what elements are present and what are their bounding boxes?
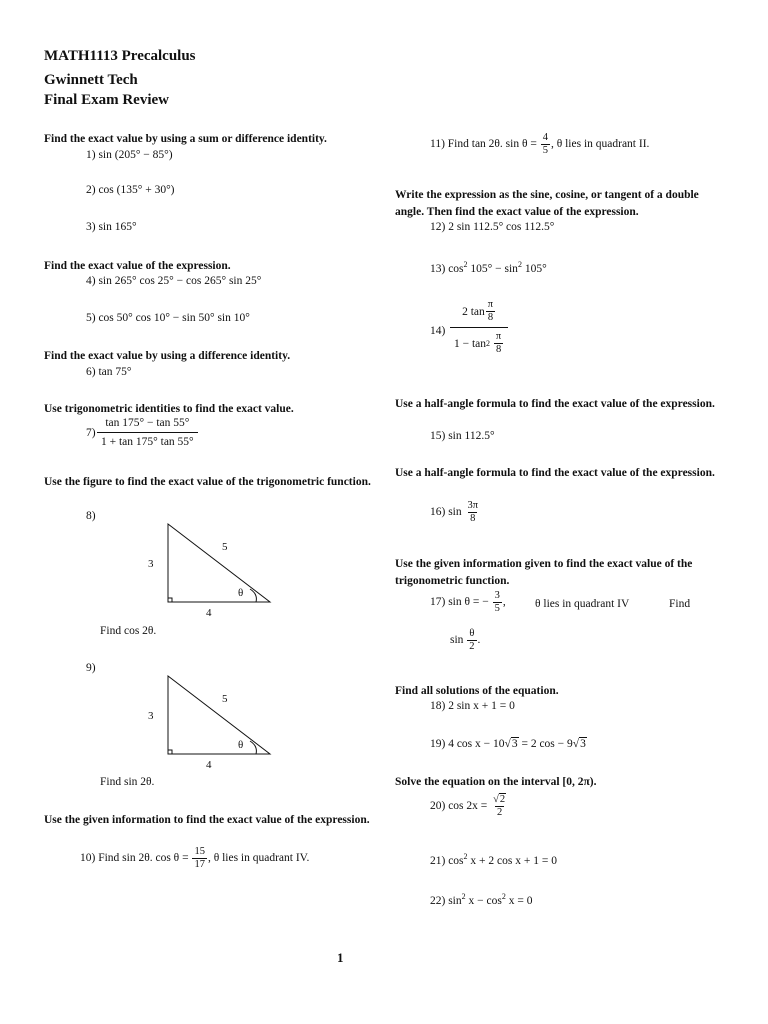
question-14-number: 14) xyxy=(430,325,446,337)
question-8-number: 8) xyxy=(86,510,96,522)
question-10-fraction xyxy=(192,846,207,871)
page-number: 1 xyxy=(337,950,344,965)
question-17-find: Find xyxy=(669,598,691,610)
instruction-given-info-2: Use the given information given to find the exact value of the trigonometric function. xyxy=(395,558,693,587)
question-9-number: 9) xyxy=(86,662,96,674)
question-17: 17) sin θ = − $\frac{3}{5}$ , xyxy=(430,590,506,614)
instruction-sum-difference: Find the exact value by using a sum or difference identity. xyxy=(44,133,327,145)
triangle-q8-angle-label: θ xyxy=(238,587,244,599)
triangle-q8-base-label: 4 xyxy=(206,607,212,619)
question-10-denominator: 17 xyxy=(194,859,205,870)
instruction-figure: Use the figure to find the exact value of the trigonometric function. xyxy=(44,476,371,488)
question-19: 19) 4 cos x − 10√3 = 2 cos − 9√3 xyxy=(430,738,586,750)
question-7-fraction xyxy=(97,417,198,448)
question-14-fraction xyxy=(450,299,508,356)
question-4: 4) sin 265° cos 25° − cos 265° sin 25° xyxy=(86,275,262,287)
question-11-fraction xyxy=(541,132,550,157)
question-16-fraction: $\frac{3\pi}{8}$ xyxy=(467,500,479,524)
page-title: Final Exam Review xyxy=(44,92,169,108)
question-7-number: 7) xyxy=(86,427,96,439)
question-18: 18) 2 sin x + 1 = 0 xyxy=(430,700,515,712)
question-14-denominator: 1 − tan 2 $\frac{\pi}{8}$ xyxy=(450,327,508,356)
instruction-double-angle: Write the expression as the sine, cosine, or tangent of a double angle. Then find the exact value of the expression. xyxy=(395,189,699,218)
triangle-q9-vertical-label: 3 xyxy=(148,710,154,722)
question-8-prompt: Find cos 2θ. xyxy=(100,625,157,637)
triangle-figure-q8 xyxy=(160,520,280,610)
triangle-q9-angle-label: θ xyxy=(238,739,244,751)
triangle-q9-base-label: 4 xyxy=(206,759,212,771)
question-5: 5) cos 50° cos 10° − sin 50° sin 10° xyxy=(86,312,250,324)
question-3: 3) sin 165° xyxy=(86,221,137,233)
triangle-q9-hypotenuse-label: 5 xyxy=(222,693,228,705)
instruction-given-info: Use the given information to find the exact value of the expression. xyxy=(44,814,370,826)
instruction-exact-expression: Find the exact value of the expression. xyxy=(44,260,231,272)
question-9-prompt: Find sin 2θ. xyxy=(100,776,155,788)
course-title: MATH1113 Precalculus xyxy=(44,48,196,64)
question-11-denominator: 5 xyxy=(542,145,548,156)
question-20-fraction: $\frac{√2}{2}$ xyxy=(493,794,506,818)
question-10-numerator: 15 xyxy=(194,846,205,857)
question-10 xyxy=(80,846,309,871)
question-17-fraction: $\frac{3}{5}$ xyxy=(494,590,500,614)
question-10-prefix: 10) Find sin 2θ. cos θ = xyxy=(80,852,192,865)
question-14-numerator: 2 tan $\frac{\pi}{8}$ xyxy=(462,299,494,323)
question-7-denominator: 1 + tan 175° tan 55° xyxy=(97,432,198,448)
triangle-figure-q9 xyxy=(160,672,280,762)
question-21: 21) $\cos^2 x + 2$ cos x + 1 = 0 xyxy=(430,852,557,867)
question-13: 13) $\cos^2 105^\circ - \sin^2 105^\circ$ xyxy=(430,260,547,275)
school-name: Gwinnett Tech xyxy=(44,72,138,88)
instruction-half-angle-2: Use a half-angle formula to find the exact value of the expression. xyxy=(395,467,715,479)
instruction-half-angle-1: Use a half-angle formula to find the exact value of the expression. xyxy=(395,398,715,410)
question-22: 22) $\sin^2 x - \cos^2 x = 0$ xyxy=(430,892,533,907)
instruction-all-solutions: Find all solutions of the equation. xyxy=(395,685,559,697)
question-12: 12) 2 sin 112.5° cos 112.5° xyxy=(430,221,555,233)
question-6: 6) tan 75° xyxy=(86,366,132,378)
question-17-quadrant: θ lies in quadrant IV xyxy=(535,598,630,610)
question-17-target: sin $\frac{\theta}{2}$ . xyxy=(450,628,481,652)
instruction-trig-identities: Use trigonometric identities to find the exact value. xyxy=(44,403,294,415)
question-16: 16) sin $\frac{3\pi}{8}$ xyxy=(430,500,479,524)
instruction-interval: Solve the equation on the interval [0, 2π). xyxy=(395,776,597,788)
question-11-suffix: , θ lies in quadrant II. xyxy=(550,138,650,151)
question-11-prefix: 11) Find tan 2θ. sin θ = xyxy=(430,138,540,151)
question-1: 1) sin (205° − 85°) xyxy=(86,149,173,161)
triangle-q8-hypotenuse-label: 5 xyxy=(222,541,228,553)
instruction-difference: Find the exact value by using a difference identity. xyxy=(44,350,291,362)
triangle-q8-vertical-label: 3 xyxy=(148,558,154,570)
question-15: 15) sin 112.5° xyxy=(430,430,495,442)
question-11-numerator: 4 xyxy=(542,132,548,143)
question-20: 20) cos 2x = $\frac{√2}{2}$ xyxy=(430,794,509,819)
question-2: 2) cos (135° + 30°) xyxy=(86,184,175,196)
question-11 xyxy=(430,132,649,157)
question-10-suffix: , θ lies in quadrant IV. xyxy=(207,852,310,865)
question-7-numerator: tan 175° − tan 55° xyxy=(105,417,190,429)
